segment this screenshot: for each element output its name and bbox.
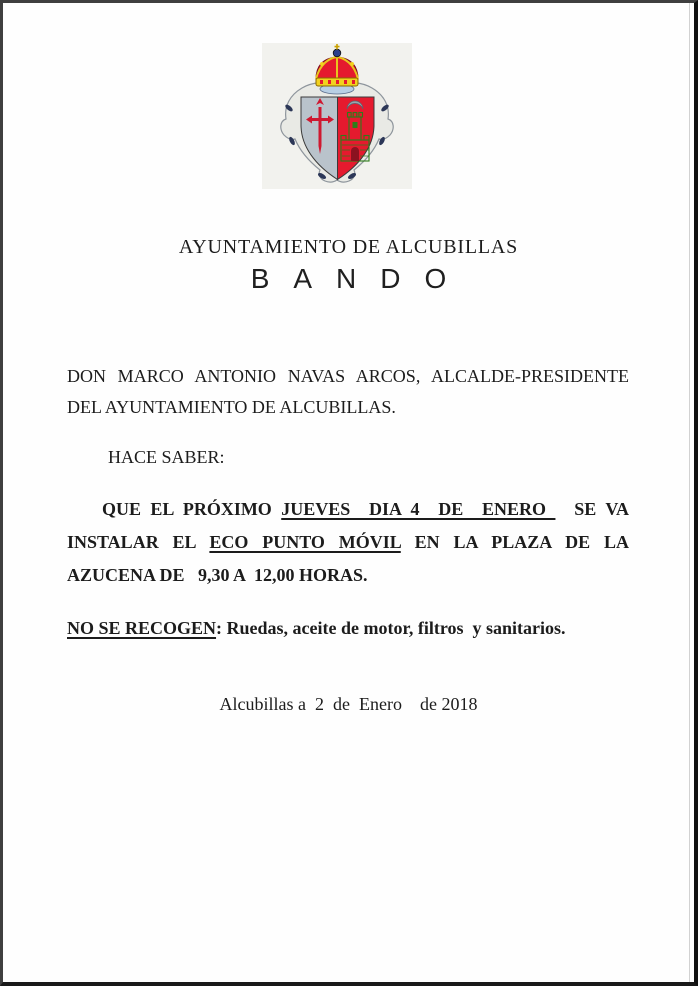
page-edge-shadow [689,3,690,982]
intro-line-1: DON MARCO ANTONIO NAVAS ARCOS, ALCALDE-PRESIDENTE [67,366,629,386]
underlined-date-text: JUEVES DIA 4 DE ENERO [281,499,556,519]
page-title: AYUNTAMIENTO DE ALCUBILLAS [178,236,519,258]
hace-saber-line: HACE SABER: [108,447,225,467]
coat-of-arms [262,43,412,189]
intro-line-2: DEL AYUNTAMIENTO DE ALCUBILLAS. [67,397,396,417]
announcement-line-2 [67,526,629,559]
announcement-paragraph [67,493,629,592]
announcement-text: QUE EL PRÓXIMO [102,499,282,519]
announcement-text: EN LA PLAZA DE LA [400,532,629,552]
announcement-line-1 [67,493,629,526]
exclusions-line [67,618,566,639]
alcubillas-coat-of-arms-icon [262,43,412,189]
announcement-text: SE VA [555,499,630,519]
exclusions-items: : Ruedas, aceite de motor, filtros y sanitarios. [216,618,566,638]
intro-paragraph [67,361,629,423]
date-line: Alcubillas a 2 de Enero de 2018 [219,694,478,714]
bando-heading: BANDO [250,263,471,294]
underlined-ecopunto-text: ECO PUNTO MÓVIL [209,532,401,552]
announcement-text: INSTALAR EL [67,532,210,552]
announcement-line-3: AZUCENA DE 9,30 A 12,00 HORAS. [67,565,368,585]
no-se-recogen-label: NO SE RECOGEN [67,618,217,638]
